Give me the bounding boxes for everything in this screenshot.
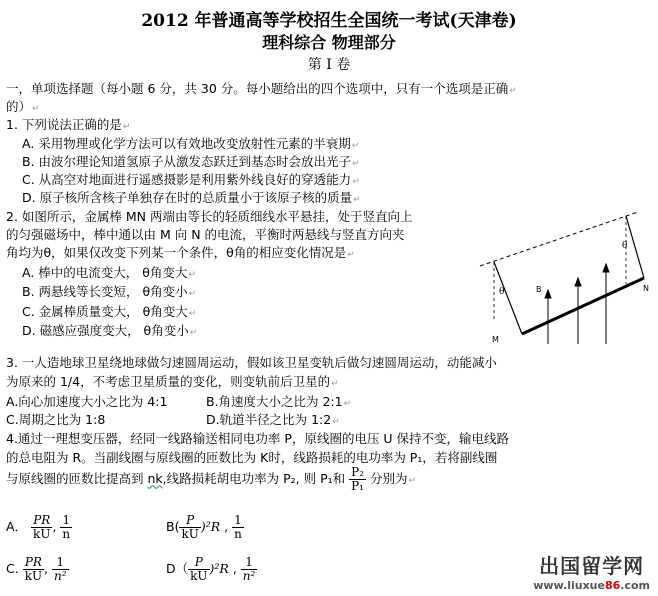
frac-1-n2: $\frac{1}{\text{n²}}$ (54, 555, 67, 583)
q4-stem-line1: 4.通过一理想变压器，经同一线路输送相同电功率 P，原线圈的电压 U 保持不变，输电线路 (6, 431, 510, 446)
q4-line3-part-a: 与原线圈的匝数比提高到 (6, 471, 148, 486)
watermark-cn: 出国留学网 (539, 554, 645, 578)
q2-stem-line2: 的匀强磁场中，棒中通以由 M 向 N 的电流，平衡时两悬线与竖直方向夹 (6, 227, 405, 242)
volume-label: 第 Ⅰ 卷 (307, 57, 351, 73)
end-m-label: M (492, 335, 499, 344)
q4-line3-part-c: 分别为 ↵ (370, 471, 416, 486)
q4-option-d: D（ $\frac{P}{kU}$ )²R , $\frac{1}{\text{n²}}$ (166, 555, 256, 583)
q4-option-b: B( $\frac{P}{kU}$ )²R , $\frac{1}{n}$ (166, 513, 242, 541)
left-suspension-line (494, 262, 522, 334)
q4-line3-part-b: ,线路损耗胡电功率为 P₂, 则 P₁和 (162, 471, 346, 486)
q1-option-b: B. 由波尔理论知道氢原子从激发态跃迁到基态时会放出光子 ↵ (22, 152, 360, 170)
section-heading-cont: 的） ↵ (6, 97, 40, 115)
q4-stem-line3 (6, 466, 416, 493)
watermark-url: www.liuxue86.com (533, 579, 650, 592)
q3-option-d: D.轨道半径之比为 1:2 ↵ (206, 410, 340, 428)
ceiling-line (480, 212, 638, 266)
q4-nk: nk (147, 471, 163, 486)
q3-option-c: C.周期之比为 1:8 (6, 412, 106, 427)
end-n-label: N (643, 284, 649, 293)
frac-1-n: $\frac{1}{n}$ (62, 513, 71, 541)
q3-stem-line1: 3. 一人造地球卫星绕地球做匀速圆周运动，假如该卫星变轨后做匀速圆周运动，动能减小 (6, 355, 497, 370)
exam-title: 2012 年普通高等学校招生全国统一考试(天津卷) (141, 11, 517, 31)
frac-p-ku-d: $\frac{P}{kU}$ (190, 555, 208, 583)
q2-option-c: C. 金属棒质量变大， θ角变大 ↵ (22, 302, 196, 320)
q3-option-a: A.向心加速度大小之比为 4:1 (6, 394, 168, 409)
frac-pr-ku: $\frac{PR}{kU}$ (33, 513, 51, 541)
q1-stem: 1. 下列说法正确的是 ↵ (6, 115, 130, 133)
fraction-p2-over-p1: $\frac{\text{P₂}}{\text{P₁}}$ (351, 465, 364, 493)
q1-option-d: D. 原子核所含核子单独存在时的总质量小于该原子核的质量 ↵ (22, 188, 361, 206)
section-heading: 一，单项选择题（每小题 6 分，共 30 分。每小题给出的四个选项中，只有一个选项是正确 ↵ (6, 79, 517, 97)
frac-1-n2-d: $\frac{1}{\text{n²}}$ (242, 555, 256, 583)
magnetic-field-diagram (466, 204, 656, 354)
site-watermark (533, 550, 650, 592)
right-suspension-line (626, 216, 644, 278)
field-arrows (545, 264, 609, 344)
q3-stem-line2: 为原来的 1/4，不考虑卫星质量的变化，则变轨前后卫星的 ↵ (6, 372, 339, 390)
frac-1-n-b: $\frac{1}{n}$ (234, 513, 242, 541)
q2-option-d: D. 磁感应强度变大， θ角变小 ↵ (22, 321, 197, 339)
frac-pr-ku-c: $\frac{PR}{kU}$ (24, 555, 43, 583)
frac-p-ku: $\frac{P}{kU}$ (181, 513, 199, 541)
q2-stem-line1: 2. 如图所示，金属棒 MN 两端由等长的轻质细线水平悬挂，处于竖直向上 (6, 209, 413, 224)
theta-left-label: θ (499, 287, 505, 297)
q3-option-b: B.角速度大小之比为 2:1 ↵ (206, 392, 351, 410)
theta-right-label: θ (622, 241, 628, 251)
q4-stem-line2: 的总电阻为 R。当副线圈与原线圈的匝数比为 K时，线路损耗的电功率为 P₁，若将副线圈 (6, 450, 498, 465)
q4-option-a: A． $\frac{PR}{kU}$ , $\frac{1}{n}$ (6, 513, 71, 541)
q2-stem-line3: 角均为θ，如果仅改变下列某一个条件，θ角的相应变化情况是 ↵ (6, 243, 355, 261)
q2-option-b: B. 两悬线等长变短， θ角变小 ↵ (22, 282, 196, 300)
field-b-label: B (536, 285, 542, 294)
q2-option-a: A. 棒中的电流变大， θ角变大 ↵ (22, 263, 196, 281)
exam-subtitle: 理科综合 物理部分 (262, 33, 396, 52)
q1-option-a: A. 采用物理或化学方法可以有效地改变放射性元素的半衰期 ↵ (22, 134, 359, 152)
q4-option-c: C. $\frac{PR}{kU}$ , $\frac{1}{\text{n²}}$ (6, 555, 67, 583)
q1-option-c: C. 从高空对地面进行遥感摄影是利用紫外线良好的穿透能力 ↵ (22, 170, 360, 188)
